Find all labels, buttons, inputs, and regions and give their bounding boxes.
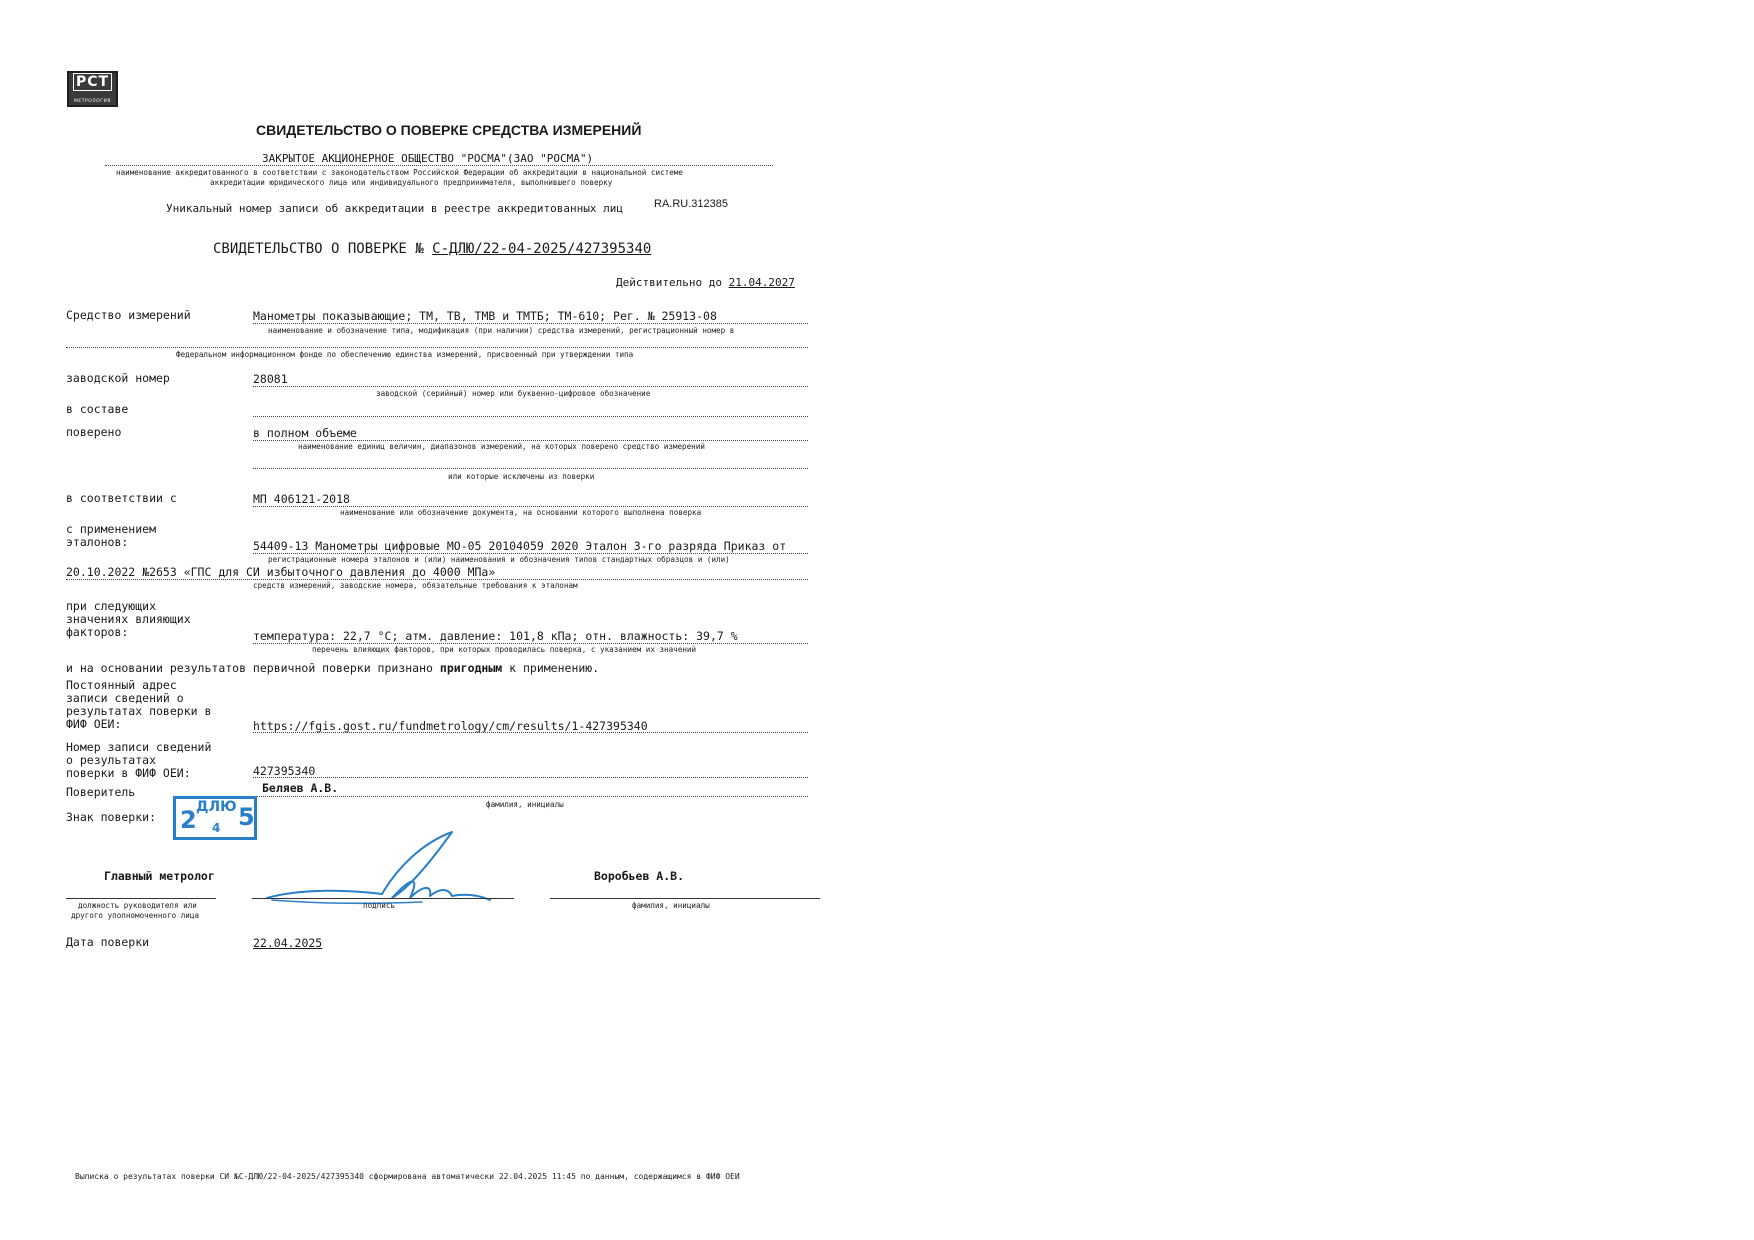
- verified-value: в полном объеме: [253, 426, 357, 440]
- standards-label-2: эталонов:: [66, 535, 129, 549]
- org-caption-1: наименование аккредитованного в соответствии с законодательством Российской Федерации об аккредитации в национальной системе: [116, 168, 683, 177]
- logo-text: РСТ: [73, 73, 112, 91]
- rst-logo: [67, 71, 118, 107]
- record-label-1: Номер записи сведений: [66, 740, 212, 754]
- position-caption-1: должность руководителя или: [78, 901, 197, 910]
- address-underline: [253, 732, 808, 733]
- standards-label-1: с применением: [66, 522, 157, 536]
- standards-value-2: 20.10.2022 №2653 «ГПС для СИ избыточного давления до 4000 МПа»: [66, 565, 496, 579]
- logo-subtext: МЕТРОЛОГИЯ: [74, 99, 111, 104]
- conditions-value: температура: 22,7 °C; атм. давление: 101,8 кПа; отн. влажность: 39,7 %: [253, 629, 738, 643]
- address-label-2: записи сведений о: [66, 691, 184, 705]
- instrument-caption-2: Федеральном информационном фонде по обеспечению единства измерений, присвоенный при утверждении типа: [176, 350, 634, 359]
- signer-name: Воробьев А.В.: [594, 869, 685, 883]
- org-caption-2: аккредитации юридического лица или индивидуального предпринимателя, выполнившего поверку: [210, 178, 613, 187]
- instrument-label: Средство измерений: [66, 308, 191, 322]
- verifier-value: Беляев А.В.: [262, 781, 339, 795]
- verification-stamp: [173, 796, 257, 840]
- signer-caption: фамилия, инициалы: [632, 901, 710, 910]
- org-underline: [105, 165, 773, 166]
- conditions-label-1: при следующих: [66, 599, 157, 613]
- verifier-caption: фамилия, инициалы: [486, 800, 564, 809]
- record-underline: [253, 777, 808, 778]
- address-label-4: ФИФ ОЕИ:: [66, 717, 122, 731]
- record-label-2: о результатах: [66, 753, 157, 767]
- conditions-label-3: факторов:: [66, 625, 129, 639]
- registry-number: RA.RU.312385: [654, 198, 728, 210]
- stamp-top: ДЛЮ: [196, 799, 237, 815]
- composition-label: в составе: [66, 402, 129, 416]
- date-value: 22.04.2025: [253, 936, 323, 950]
- verified-caption-1: наименование единиц величин, диапазонов измерений, на которых поверено средство измерений: [298, 442, 705, 451]
- registry-label: Уникальный номер записи об аккредитации в реестре аккредитованных лиц: [166, 202, 623, 215]
- standards-value-1: 54409-13 Манометры цифровые МО-05 20104059 2020 Эталон 3-го разряда Приказ от: [253, 539, 787, 553]
- stamp-left: 2: [180, 806, 197, 834]
- address-label-3: результатах поверки в: [66, 704, 212, 718]
- composition-underline: [253, 416, 808, 417]
- result-word: пригодным: [439, 661, 503, 675]
- signature-underline: [252, 898, 514, 899]
- serial-value: 28081: [253, 372, 288, 386]
- serial-caption: заводской (серийный) номер или буквенно-цифровое обозначение: [376, 389, 651, 398]
- address-value: https://fgis.gost.ru/fundmetrology/cm/results/1-427395340: [253, 719, 648, 733]
- standards-underline-1: [253, 553, 808, 554]
- stamp-bottom: 4: [212, 821, 221, 835]
- standards-underline-2: [66, 579, 808, 580]
- verifier-label: Поверитель: [66, 785, 136, 799]
- org-name: ЗАКРЫТОЕ АКЦИОНЕРНОЕ ОБЩЕСТВО "РОСМА"(ЗАО "РОСМА"): [262, 152, 594, 165]
- accordance-underline: [253, 506, 808, 507]
- mark-label: Знак поверки:: [66, 810, 157, 824]
- result-suffix: к применению.: [509, 661, 600, 675]
- conditions-underline: [253, 643, 808, 644]
- footer-text: Выписка о результатах поверки СИ №С-ДЛЮ/22-04-2025/427395340 сформирована автоматически 22.04.2025 11:45 по данным, содержащимся в ФИФ ОЕИ: [75, 1172, 740, 1181]
- valid-until-label: Действительно до: [616, 276, 722, 289]
- position-caption-2: другого уполномоченного лица: [71, 911, 200, 920]
- serial-underline: [253, 386, 808, 387]
- instrument-underline: [253, 323, 808, 324]
- record-value: 427395340: [253, 764, 316, 778]
- result-line: [66, 661, 599, 675]
- accordance-caption: наименование или обозначение документа, на основании которого выполнена поверка: [340, 508, 702, 517]
- document-title: СВИДЕТЕЛЬСТВО О ПОВЕРКЕ СРЕДСТВА ИЗМЕРЕНИЙ: [256, 122, 642, 138]
- verified-caption-2: или которые исключены из поверки: [448, 472, 595, 481]
- accordance-label: в соответствии с: [66, 491, 177, 505]
- accordance-value: МП 406121-2018: [253, 492, 350, 506]
- instrument-underline-2: [66, 347, 808, 348]
- signature-caption: подпись: [363, 901, 396, 910]
- certificate-number: С-ДЛЮ/22-04-2025/427395340: [432, 241, 652, 257]
- record-label-3: поверки в ФИФ ОЕИ:: [66, 766, 191, 780]
- standards-caption-2: средств измерений, заводские номера, обязательные требования к эталонам: [253, 581, 578, 590]
- verified-underline: [253, 440, 808, 441]
- signer-underline: [550, 898, 820, 899]
- position-underline: [66, 898, 216, 899]
- verified-underline-2: [253, 468, 808, 469]
- certificate-label: СВИДЕТЕЛЬСТВО О ПОВЕРКЕ №: [213, 241, 424, 257]
- valid-until-date: 21.04.2027: [728, 276, 795, 289]
- instrument-caption-1: наименование и обозначение типа, модификация (при наличии) средства измерений, регистрационный номер в: [268, 326, 735, 335]
- conditions-caption: перечень влияющих факторов, при которых проводилась поверка, с указанием их значений: [312, 645, 697, 654]
- address-label-1: Постоянный адрес: [66, 678, 177, 692]
- date-label: Дата поверки: [66, 935, 150, 949]
- instrument-value: Манометры показывающие; ТМ, ТВ, ТМВ и ТМТБ; ТМ-610; Рег. № 25913-08: [253, 309, 717, 323]
- position-label: Главный метролог: [104, 869, 215, 883]
- serial-label: заводской номер: [66, 371, 170, 385]
- result-prefix: и на основании результатов первичной поверки признано: [66, 661, 433, 675]
- conditions-label-2: значениях влияющих: [66, 612, 191, 626]
- verifier-underline: [253, 796, 808, 797]
- verified-label: поверено: [66, 425, 122, 439]
- standards-caption-1: регистрационные номера эталонов и (или) наименования и обозначения типов стандартных образцов и (или): [268, 555, 730, 564]
- stamp-right: 5: [238, 803, 255, 831]
